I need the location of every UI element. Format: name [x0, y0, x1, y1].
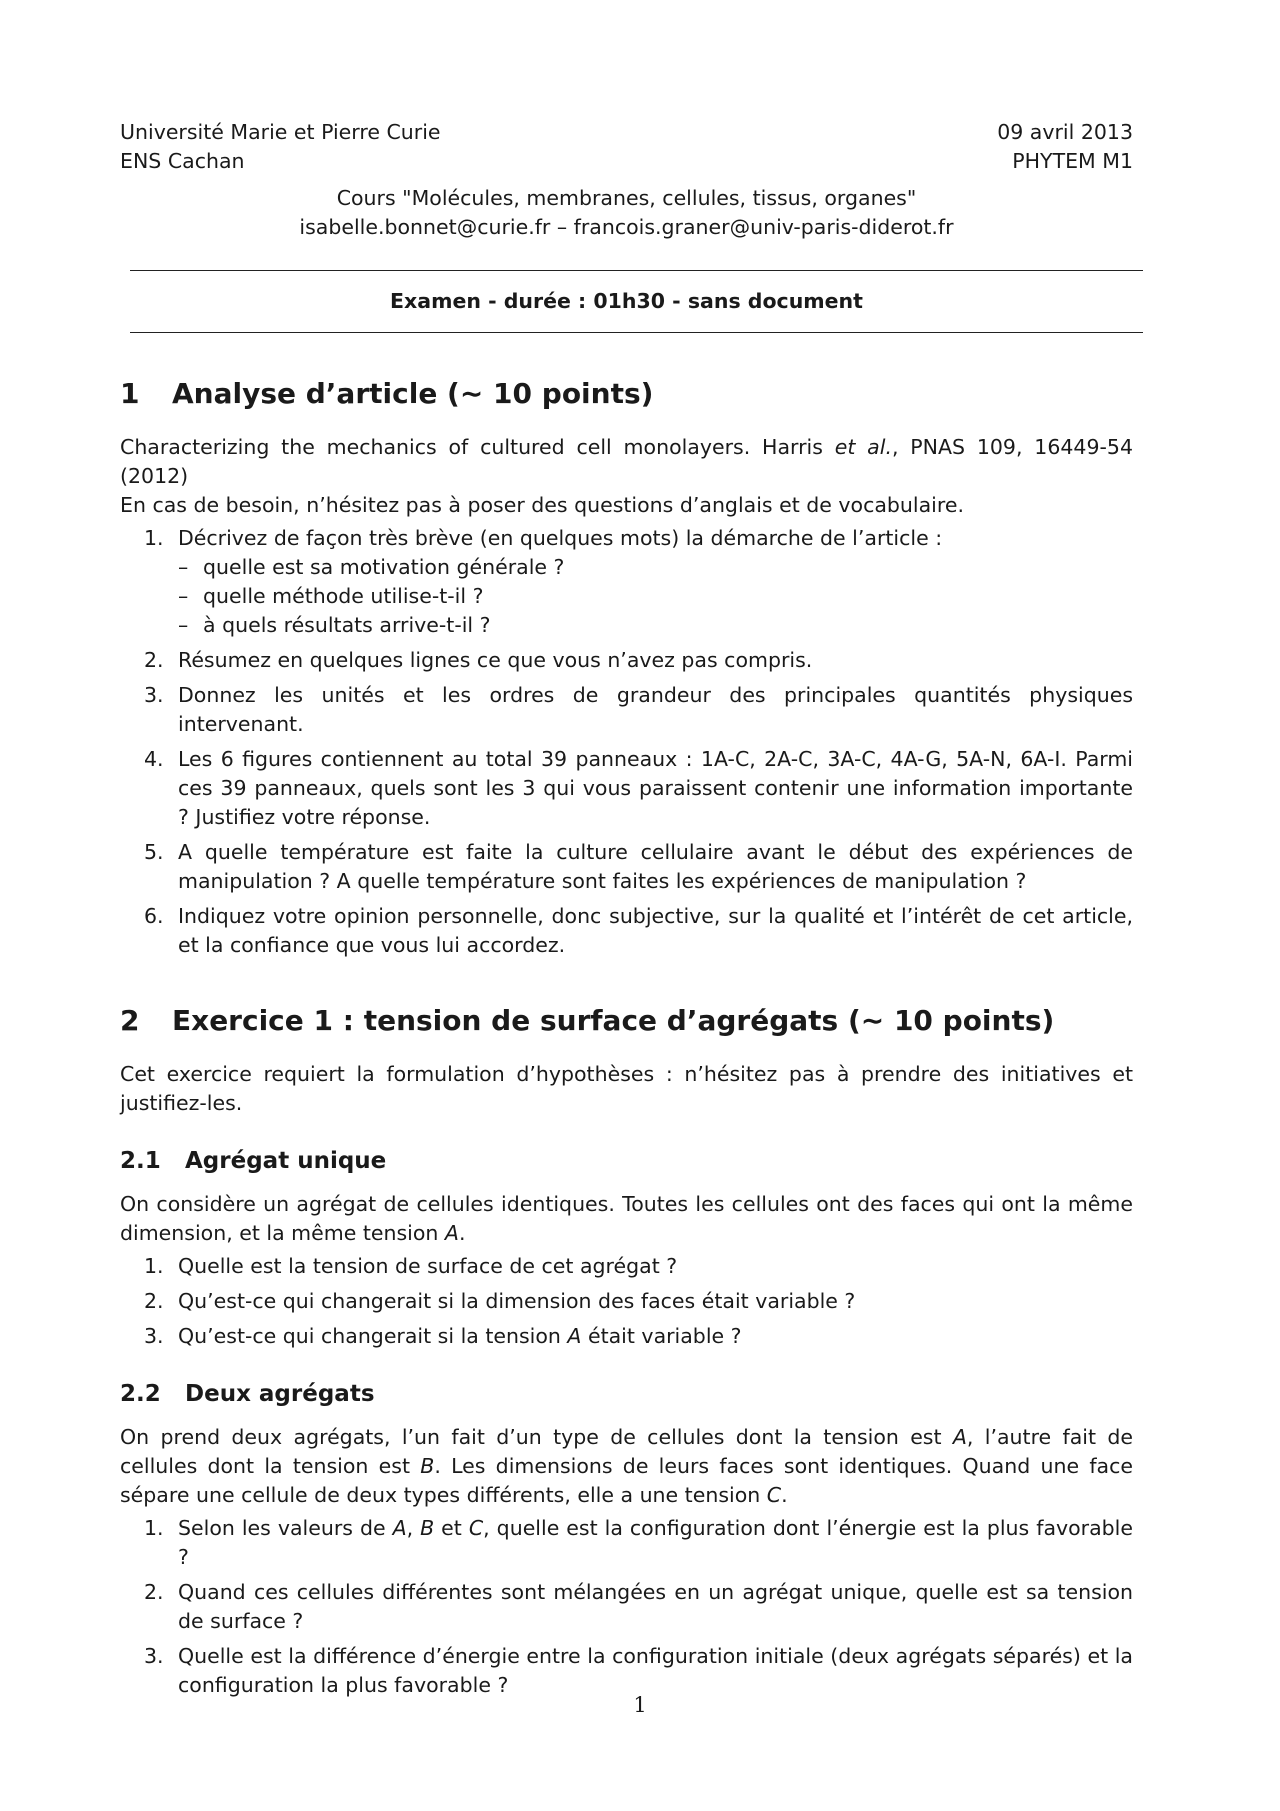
section-2-heading: 2 Exercice 1 : tension de surface d’agrégats (∼ 10 points) — [120, 1004, 1055, 1037]
program: PHYTEM M1 — [1012, 149, 1133, 173]
article-reference: Characterizing the mechanics of cultured cell monolayers. Harris et al., PNAS 109, 16449-54 (2012) — [120, 435, 1133, 488]
university: Université Marie et Pierre Curie — [120, 120, 441, 144]
exam-title: Examen - durée : 01h30 - sans document — [390, 289, 863, 313]
date: 09 avril 2013 — [997, 120, 1133, 144]
page-number: 1 — [633, 1693, 647, 1717]
list-item: 3. Donnez les unités et les ordres de grandeur des principales quantités physiques intervenant. — [144, 683, 1133, 736]
list-item: 6. Indiquez votre opinion personnelle, donc subjective, sur la qualité et l’intérêt de cet article, et la confiance que vous lui accordez. — [144, 904, 1133, 957]
list-item: 5. A quelle température est faite la culture cellulaire avant le début des expériences de manipulation ? A quelle température sont faites les expériences de manipulation ? — [144, 840, 1133, 893]
subsection-2-1-text: On considère un agrégat de cellules identiques. Toutes les cellules ont des faces qui ont la même dimension, et la même tension A. — [120, 1192, 1133, 1245]
list-item: 2. Résumez en quelques lignes ce que vous n’avez pas compris. — [144, 648, 813, 672]
list-item: 3. Qu’est-ce qui changerait si la tension A était variable ? — [144, 1324, 742, 1348]
list-item: 4. Les 6 figures contiennent au total 39 panneaux : 1A-C, 2A-C, 3A-C, 4A-G, 5A-N, 6A-I. Parmi ces 39 panneaux, quels sont les 3 qui vous paraissent contenir une information importante ? Justifiez votre réponse. — [144, 747, 1133, 829]
bottom-rule — [130, 332, 1143, 333]
exam-page — [120, 118, 1133, 1706]
subsection-2-1-questions — [120, 1252, 1133, 1351]
school: ENS Cachan — [120, 149, 245, 173]
subsection-2-2-heading: 2.2 Deux agrégats — [120, 1381, 375, 1407]
section-1-heading: 1 Analyse d’article (∼ 10 points) — [120, 377, 654, 410]
subsection-2-2-questions — [120, 1514, 1133, 1700]
list-item: 2. Quand ces cellules différentes sont mélangées en un agrégat unique, quelle est sa tension de surface ? — [144, 1580, 1133, 1633]
list-item: 2. Qu’est-ce qui changerait si la dimension des faces était variable ? — [144, 1289, 856, 1313]
list-item: 1. Selon les valeurs de A, B et C, quelle est la configuration dont l’énergie est la plus favorable ? — [144, 1516, 1133, 1569]
header — [120, 118, 1133, 176]
course-title: Cours "Molécules, membranes, cellules, tissus, organes" — [336, 186, 917, 210]
subsection-2-1-heading: 2.1 Agrégat unique — [120, 1148, 387, 1174]
language-note: En cas de besoin, n’hésitez pas à poser des questions d’anglais et de vocabulaire. — [120, 493, 964, 517]
section-1-questions — [120, 524, 1133, 960]
contact-emails: isabelle.bonnet@curie.fr – francois.graner@univ-paris-diderot.fr — [299, 215, 954, 239]
subsection-2-2-text: On prend deux agrégats, l’un fait d’un type de cellules dont la tension est A, l’autre fait de cellules dont la tension est B. Les dimensions de leurs faces sont identiques. Quand une face sépare une cellule de deux types différents, elle a une tension C. — [120, 1425, 1133, 1507]
list-item: 1. Décrivez de façon très brève (en quelques mots) la démarche de l’article : – quelle est sa motivation générale ? – quelle méthode utilise-t-il ? – à quels résultats arrive-t-il ? — [144, 526, 943, 637]
list-item: 1. Quelle est la tension de surface de cet agrégat ? — [144, 1254, 678, 1278]
exercise-intro: Cet exercice requiert la formulation d’hypothèses : n’hésitez pas à prendre des initiatives et justifiez-les. — [120, 1062, 1133, 1115]
list-item: 3. Quelle est la différence d’énergie entre la configuration initiale (deux agrégats séparés) et la configuration la plus favorable ? — [144, 1644, 1133, 1697]
